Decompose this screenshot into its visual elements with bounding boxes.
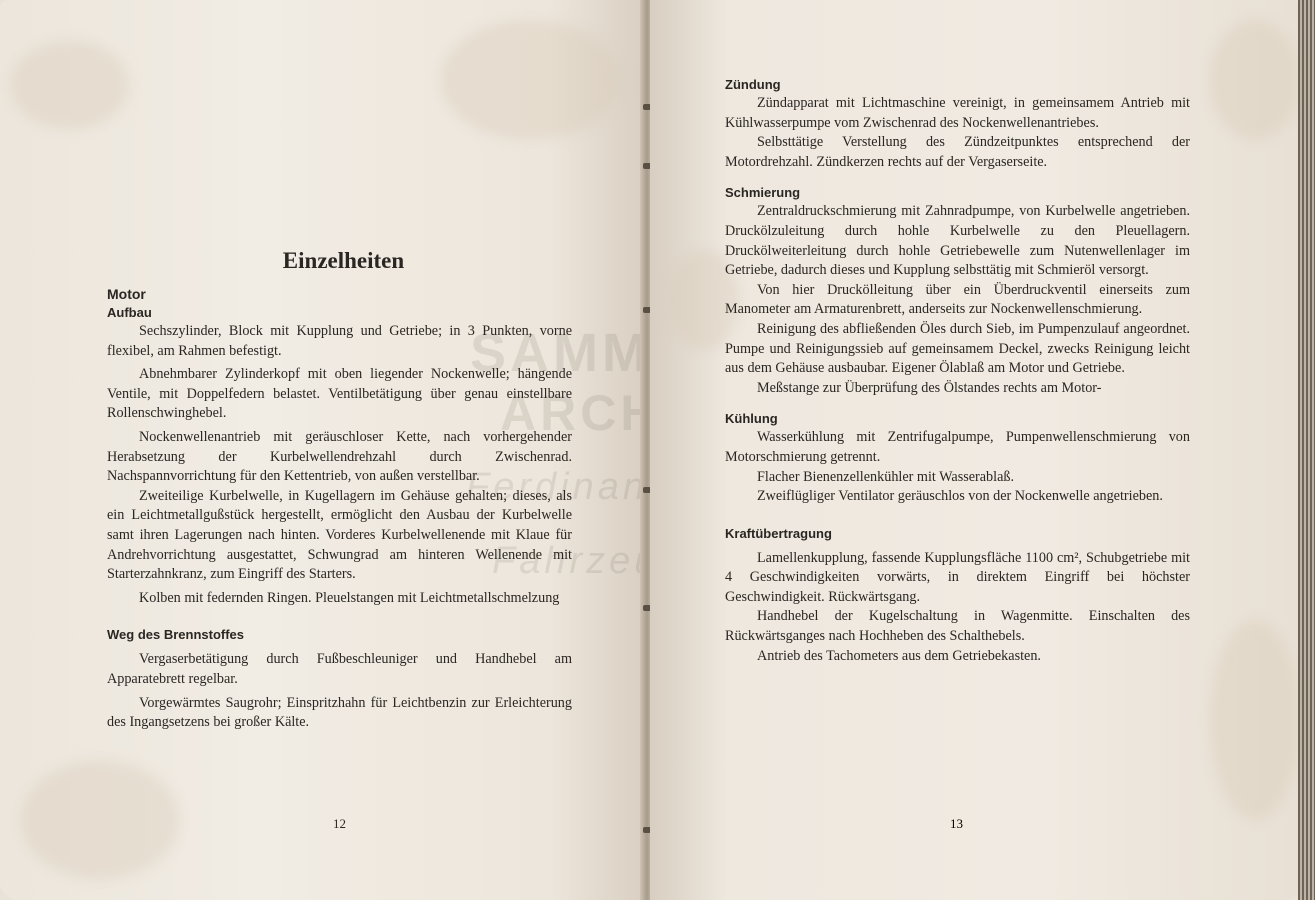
paragraph: Nockenwellenantrieb mit geräuschloser Kette, nach vorhergehender Herabsetzung der Kurbelwellendrehzahl durch Zwischenrad. Nachspannvorrichtung für den Kettentrieb, von außen verstellbar. [107, 428, 572, 485]
left-page-content [107, 248, 572, 733]
subsection-title-kuehlung: Kühlung [725, 411, 778, 427]
subsection-title-schmierung: Schmierung [725, 185, 801, 201]
paragraph: Selbsttätige Verstellung des Zündzeitpunktes entsprechend der Motordrehzahl. Zündkerzen rechts auf der Vergaserseite. [725, 134, 1190, 170]
paragraph: Wasserkühlung mit Zentrifugalpumpe, Pumpenwellenschmierung von Motorschmierung getrennt. [725, 429, 1190, 465]
paper-stain [1210, 20, 1300, 140]
page-number-left: 12 [333, 816, 346, 831]
paragraph: Antrieb des Tachometers aus dem Getriebekasten. [757, 647, 1041, 664]
paragraph: Sechszylinder, Block mit Kupplung und Getriebe; in 3 Punkten, vorne flexibel, am Rahmen befestigt. [107, 323, 572, 359]
watermark-text: Ferdinand [466, 466, 674, 508]
paragraph: Zweiflügliger Ventilator geräuschlos von der Nockenwelle angetrieben. [757, 488, 1163, 505]
paragraph: Vergaserbetätigung durch Fußbeschleuniger und Handhebel am Apparatebrett regelbar. [107, 651, 572, 687]
paragraph: Lamellenkupplung, fassende Kupplungsfläche 1100 cm², Schubgetriebe mit 4 Geschwindigkeiten vorwärts, in direktem Eingriff bei höchster Geschwindigkeit. Rückwärtsgang. [725, 549, 1190, 605]
subsection-title-kraftuebertragung: Kraftübertragung [725, 525, 832, 541]
paper-stain [1210, 620, 1300, 820]
watermark-text: ARCHIV [500, 385, 716, 441]
subsection-title-aufbau: Aufbau [107, 305, 152, 320]
paragraph: Abnehmbarer Zylinderkopf mit oben liegender Nockenwelle; hängende Ventile, mit Doppelfedern belastet. Ventilbetätigung über genau einstellbare Rollenschwinghebel. [107, 366, 572, 422]
paper-stain [20, 760, 180, 880]
subsection-title-brennstoff: Weg des Brennstoffes [107, 627, 245, 643]
paper-stain [10, 40, 130, 130]
paragraph: Zweiteilige Kurbelwelle, in Kugellagern im Gehäuse gehalten; dieses, als ein Leichtmetallgußstück hergestellt, ermöglicht den Ausbau der Kurbelwelle samt ihren Lagerungen nach hinten. Vorderes Kurbelwellenende mit Klaue für Andrehvorrichtung ausgestattet, Schwungrad am hinteren Wellenende mit Starterzahnkranz, zum Eingriff des Starters. [107, 487, 572, 583]
paragraph: Flacher Bienenzellenkühler mit Wasserablaß. [757, 468, 1015, 485]
paragraph: Vorgewärmtes Saugrohr; Einspritzhahn für Leichtbenzin zur Erleichterung des Ingangsetzens bei großer Kälte. [107, 694, 572, 731]
paragraph: Meßstange zur Überprüfung des Ölstandes rechts am Motor- [757, 379, 1102, 396]
page-number-right: 13 [950, 816, 963, 831]
paragraph: Zentraldruckschmierung mit Zahnradpumpe, von Kurbelwelle angetrieben. Druckölzuleitung durch hohle Kurbelwelle zu den Pleuellagern. Druckölweiterleitung durch hohle Getriebewelle zum Nutenwellenlager im Getriebe, dadurch dieses und Kupplung selbsttätig mit Schmieröl versorgt. [725, 203, 1190, 279]
paragraph: Reinigung des abfließenden Öles durch Sieb, im Pumpenzulauf angeordnet. Pumpe und Reinigungssieb auf gemeinsamem Deckel, zwecks Reinigung leicht aus dem Gehäuse ausbaubar. Eigener Ölablaß am Motor und Getriebe. [725, 320, 1190, 377]
section-title-motor: Motor [107, 286, 146, 302]
page-heading: Einzelheiten [282, 248, 405, 273]
subsection-title-zuendung: Zündung [725, 77, 781, 92]
paragraph: Kolben mit federnden Ringen. Pleuelstangen mit Leichtmetallschmelzung [139, 589, 560, 606]
paragraph: Handhebel der Kugelschaltung in Wagenmitte. Einschalten des Rückwärtsganges nach Hochheben des Schalthebels. [725, 608, 1190, 645]
right-page-content [725, 76, 1190, 666]
paper-stain [440, 20, 620, 140]
paragraph: Zündapparat mit Lichtmaschine vereinigt, in gemeinsamem Antrieb mit Kühlwasserpumpe vom Zwischenrad des Nockenwellenantriebes. [725, 95, 1190, 131]
page-stack-edge [1298, 0, 1315, 900]
paragraph: Von hier Druckölleitung über ein Überdruckventil einerseits zum Manometer am Armaturenbrett, anderseits zur Nockenwellenschmierung. [725, 281, 1190, 318]
